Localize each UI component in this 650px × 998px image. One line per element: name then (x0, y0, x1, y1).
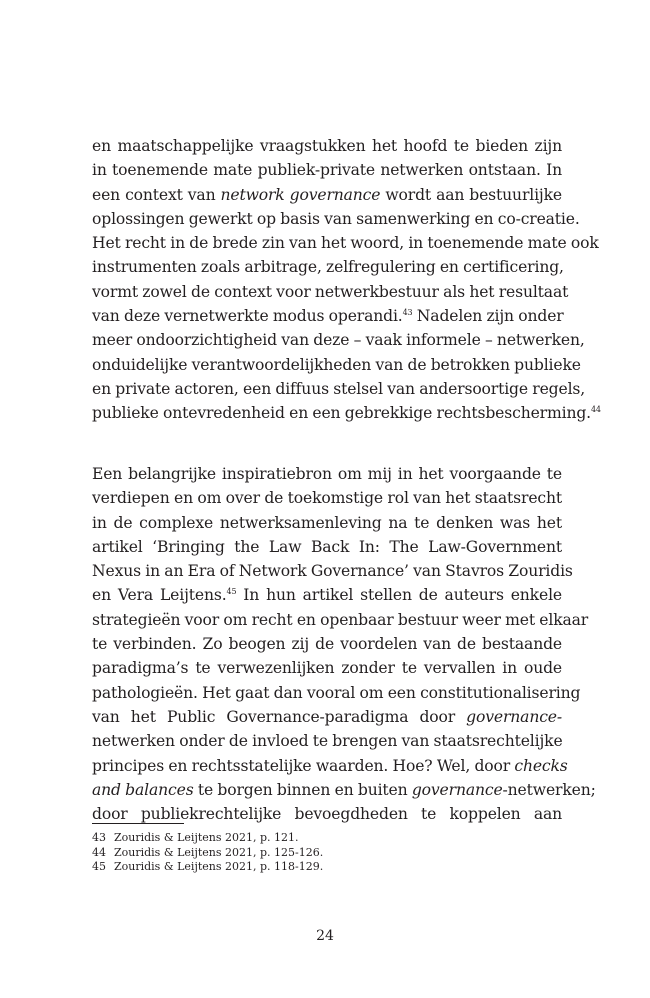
text-line (92, 183, 562, 207)
text-line: verdiepen en om over de toekomstige rol van het staatsrecht (92, 489, 562, 508)
italic-term: checks (514, 756, 568, 775)
text-line: Een belangrijke inspiratiebron om mij in het voorgaande te (92, 465, 562, 483)
paragraph-1 (92, 134, 601, 426)
footnote-text: Zouridis & Leijtens 2021, p. 121. (114, 831, 299, 844)
italic-term: and balances (92, 780, 194, 799)
text-line (92, 705, 562, 729)
footnote-text: Zouridis & Leijtens 2021, p. 125-126. (114, 845, 324, 859)
text-line: door publiekrechtelijke bevoegdheden te koppelen aan (92, 805, 562, 824)
text-run: een context van (92, 185, 221, 204)
footnote-ref: 45 (226, 587, 237, 597)
text-line (92, 401, 601, 425)
text-run: wordt aan bestuurlijke (380, 185, 562, 204)
text-run: principes en rechtsstatelijke waarden. Hoe? Wel, door (92, 756, 515, 775)
footnote-number: 43 (92, 831, 106, 844)
text-line: artikel ‘Bringing the Law Back In: The Law-Government (92, 537, 562, 556)
text-line: Nexus in an Era of Network Governance’ van Stavros Zouridis (92, 562, 573, 581)
text-line (92, 778, 596, 802)
text-line (92, 304, 562, 328)
footnote-ref: 43 (402, 308, 413, 318)
text-run: en Vera Leijtens. (92, 586, 227, 605)
page-number: 24 (316, 928, 334, 944)
text-line (92, 754, 568, 778)
text-line: pathologieën. Het gaat dan vooral om een constitutionalisering (92, 683, 581, 702)
text-line: netwerken onder de invloed te brengen van staatsrechtelijke (92, 732, 563, 751)
text-line: vormt zowel de context voor netwerkbestuur als het resultaat (92, 282, 569, 301)
text-run: publieke ontevredenheid en een gebrekkige rechtsbescherming. (92, 404, 591, 423)
text-line: te verbinden. Zo beogen zij de voordelen van de bestaande (92, 635, 562, 654)
text-run: -netwerken; (502, 780, 596, 799)
text-run: van deze vernetwerkte modus operandi. (92, 307, 403, 326)
text-line: en private actoren, een diffuus stelsel van andersoortige regels, (92, 379, 586, 398)
text-run: te borgen binnen en buiten (193, 780, 412, 799)
footnote-ref: 44 (590, 405, 601, 415)
text-run: Nadelen zijn onder (412, 307, 564, 326)
footnote-number: 44 (92, 845, 106, 859)
text-line: strategieën voor om recht en openbaar bestuur weer met elkaar (92, 610, 589, 629)
footnote-43 (92, 831, 562, 846)
footnote-divider (92, 823, 184, 824)
text-line: Het recht in de brede zin van het woord, in toenemende mate ook (92, 234, 599, 253)
text-line (92, 583, 562, 607)
footnote-text: Zouridis & Leijtens 2021, p. 118-129. (114, 860, 324, 873)
text-run: van het Public Governance-paradigma door (92, 707, 467, 726)
text-line: en maatschappelijke vraagstukken het hoofd te bieden zijn (92, 137, 562, 155)
italic-term: network governance (220, 185, 381, 204)
paragraph-2 (92, 462, 596, 826)
footnote-45 (92, 860, 562, 875)
footnote-number: 45 (92, 860, 106, 873)
text-line: meer ondoorzichtigheid van deze – vaak informele – netwerken, (92, 331, 585, 350)
text-line: paradigma’s te verwezenlijken zonder te vervallen in oude (92, 659, 562, 678)
text-run: In hun artikel stellen de auteurs enkele (236, 586, 562, 605)
text-line: onduidelijke verantwoordelijkheden van de betrokken publieke (92, 355, 581, 374)
italic-term: governance- (466, 707, 562, 726)
italic-term: governance (411, 780, 503, 799)
text-line: instrumenten zoals arbitrage, zelfregulering en certificering, (92, 258, 564, 277)
footnote-44 (92, 846, 562, 861)
text-line: in toenemende mate publiek-private netwerken ontstaan. In (92, 161, 562, 180)
text-line: oplossingen gewerkt op basis van samenwerking en co-creatie. (92, 209, 580, 228)
footnotes (92, 831, 562, 875)
text-line: in de complexe netwerksamenleving na te denken was het (92, 513, 562, 532)
